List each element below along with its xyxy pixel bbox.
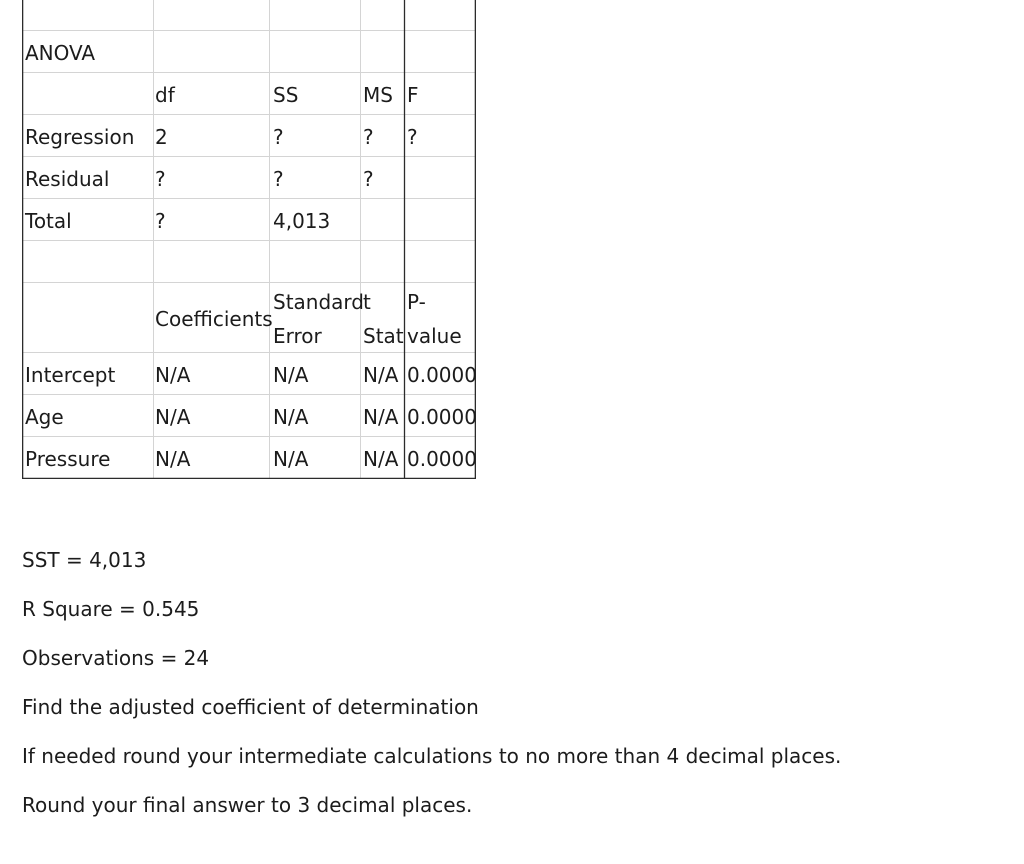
- header-ms: MS: [363, 83, 393, 107]
- header-coefficients: Coefficients: [155, 307, 273, 331]
- residual-ms: ?: [363, 167, 374, 191]
- question-text: Find the adjusted coefficient of determination: [22, 695, 479, 719]
- header-df: df: [155, 83, 175, 107]
- pressure-p-value: 0.0000: [407, 447, 477, 471]
- intercept-standard-error: N/A: [273, 363, 309, 387]
- age-t-stat: N/A: [363, 405, 399, 429]
- header-p-value-line1: P-: [407, 290, 426, 314]
- residual-df: ?: [155, 167, 166, 191]
- row-label-total: Total: [25, 209, 72, 233]
- pressure-t-stat: N/A: [363, 447, 399, 471]
- pressure-coefficient: N/A: [155, 447, 191, 471]
- observations-value: Observations = 24: [22, 646, 210, 670]
- regression-output-table: [22, 0, 476, 479]
- regression-ss: ?: [273, 125, 284, 149]
- r-square-value: R Square = 0.545: [22, 597, 200, 621]
- header-t-stat-line1: t: [363, 290, 371, 314]
- row-label-residual: Residual: [25, 167, 110, 191]
- row-label-intercept: Intercept: [25, 363, 116, 387]
- intermediate-rounding-instruction: If needed round your intermediate calculations to no more than 4 decimal places.: [22, 744, 842, 768]
- header-standard-error-line2: Error: [273, 324, 322, 348]
- age-standard-error: N/A: [273, 405, 309, 429]
- intercept-coefficient: N/A: [155, 363, 191, 387]
- residual-ss: ?: [273, 167, 284, 191]
- sst-value: SST = 4,013: [22, 548, 147, 572]
- regression-f: ?: [407, 125, 418, 149]
- row-label-pressure: Pressure: [25, 447, 111, 471]
- total-ss: 4,013: [273, 209, 331, 233]
- regression-ms: ?: [363, 125, 374, 149]
- age-coefficient: N/A: [155, 405, 191, 429]
- row-label-regression: Regression: [25, 125, 135, 149]
- header-ss: SS: [273, 83, 299, 107]
- total-df: ?: [155, 209, 166, 233]
- regression-df: 2: [155, 125, 168, 149]
- header-f: F: [407, 83, 419, 107]
- anova-title: ANOVA: [25, 41, 96, 65]
- header-t-stat-line2: Stat: [363, 324, 404, 348]
- pressure-standard-error: N/A: [273, 447, 309, 471]
- row-label-age: Age: [25, 405, 64, 429]
- intercept-t-stat: N/A: [363, 363, 399, 387]
- age-p-value: 0.0000: [407, 405, 477, 429]
- header-p-value-line2: value: [407, 324, 462, 348]
- intercept-p-value: 0.0000: [407, 363, 477, 387]
- header-standard-error-line1: Standard: [273, 290, 364, 314]
- final-rounding-instruction: Round your final answer to 3 decimal places.: [22, 793, 473, 817]
